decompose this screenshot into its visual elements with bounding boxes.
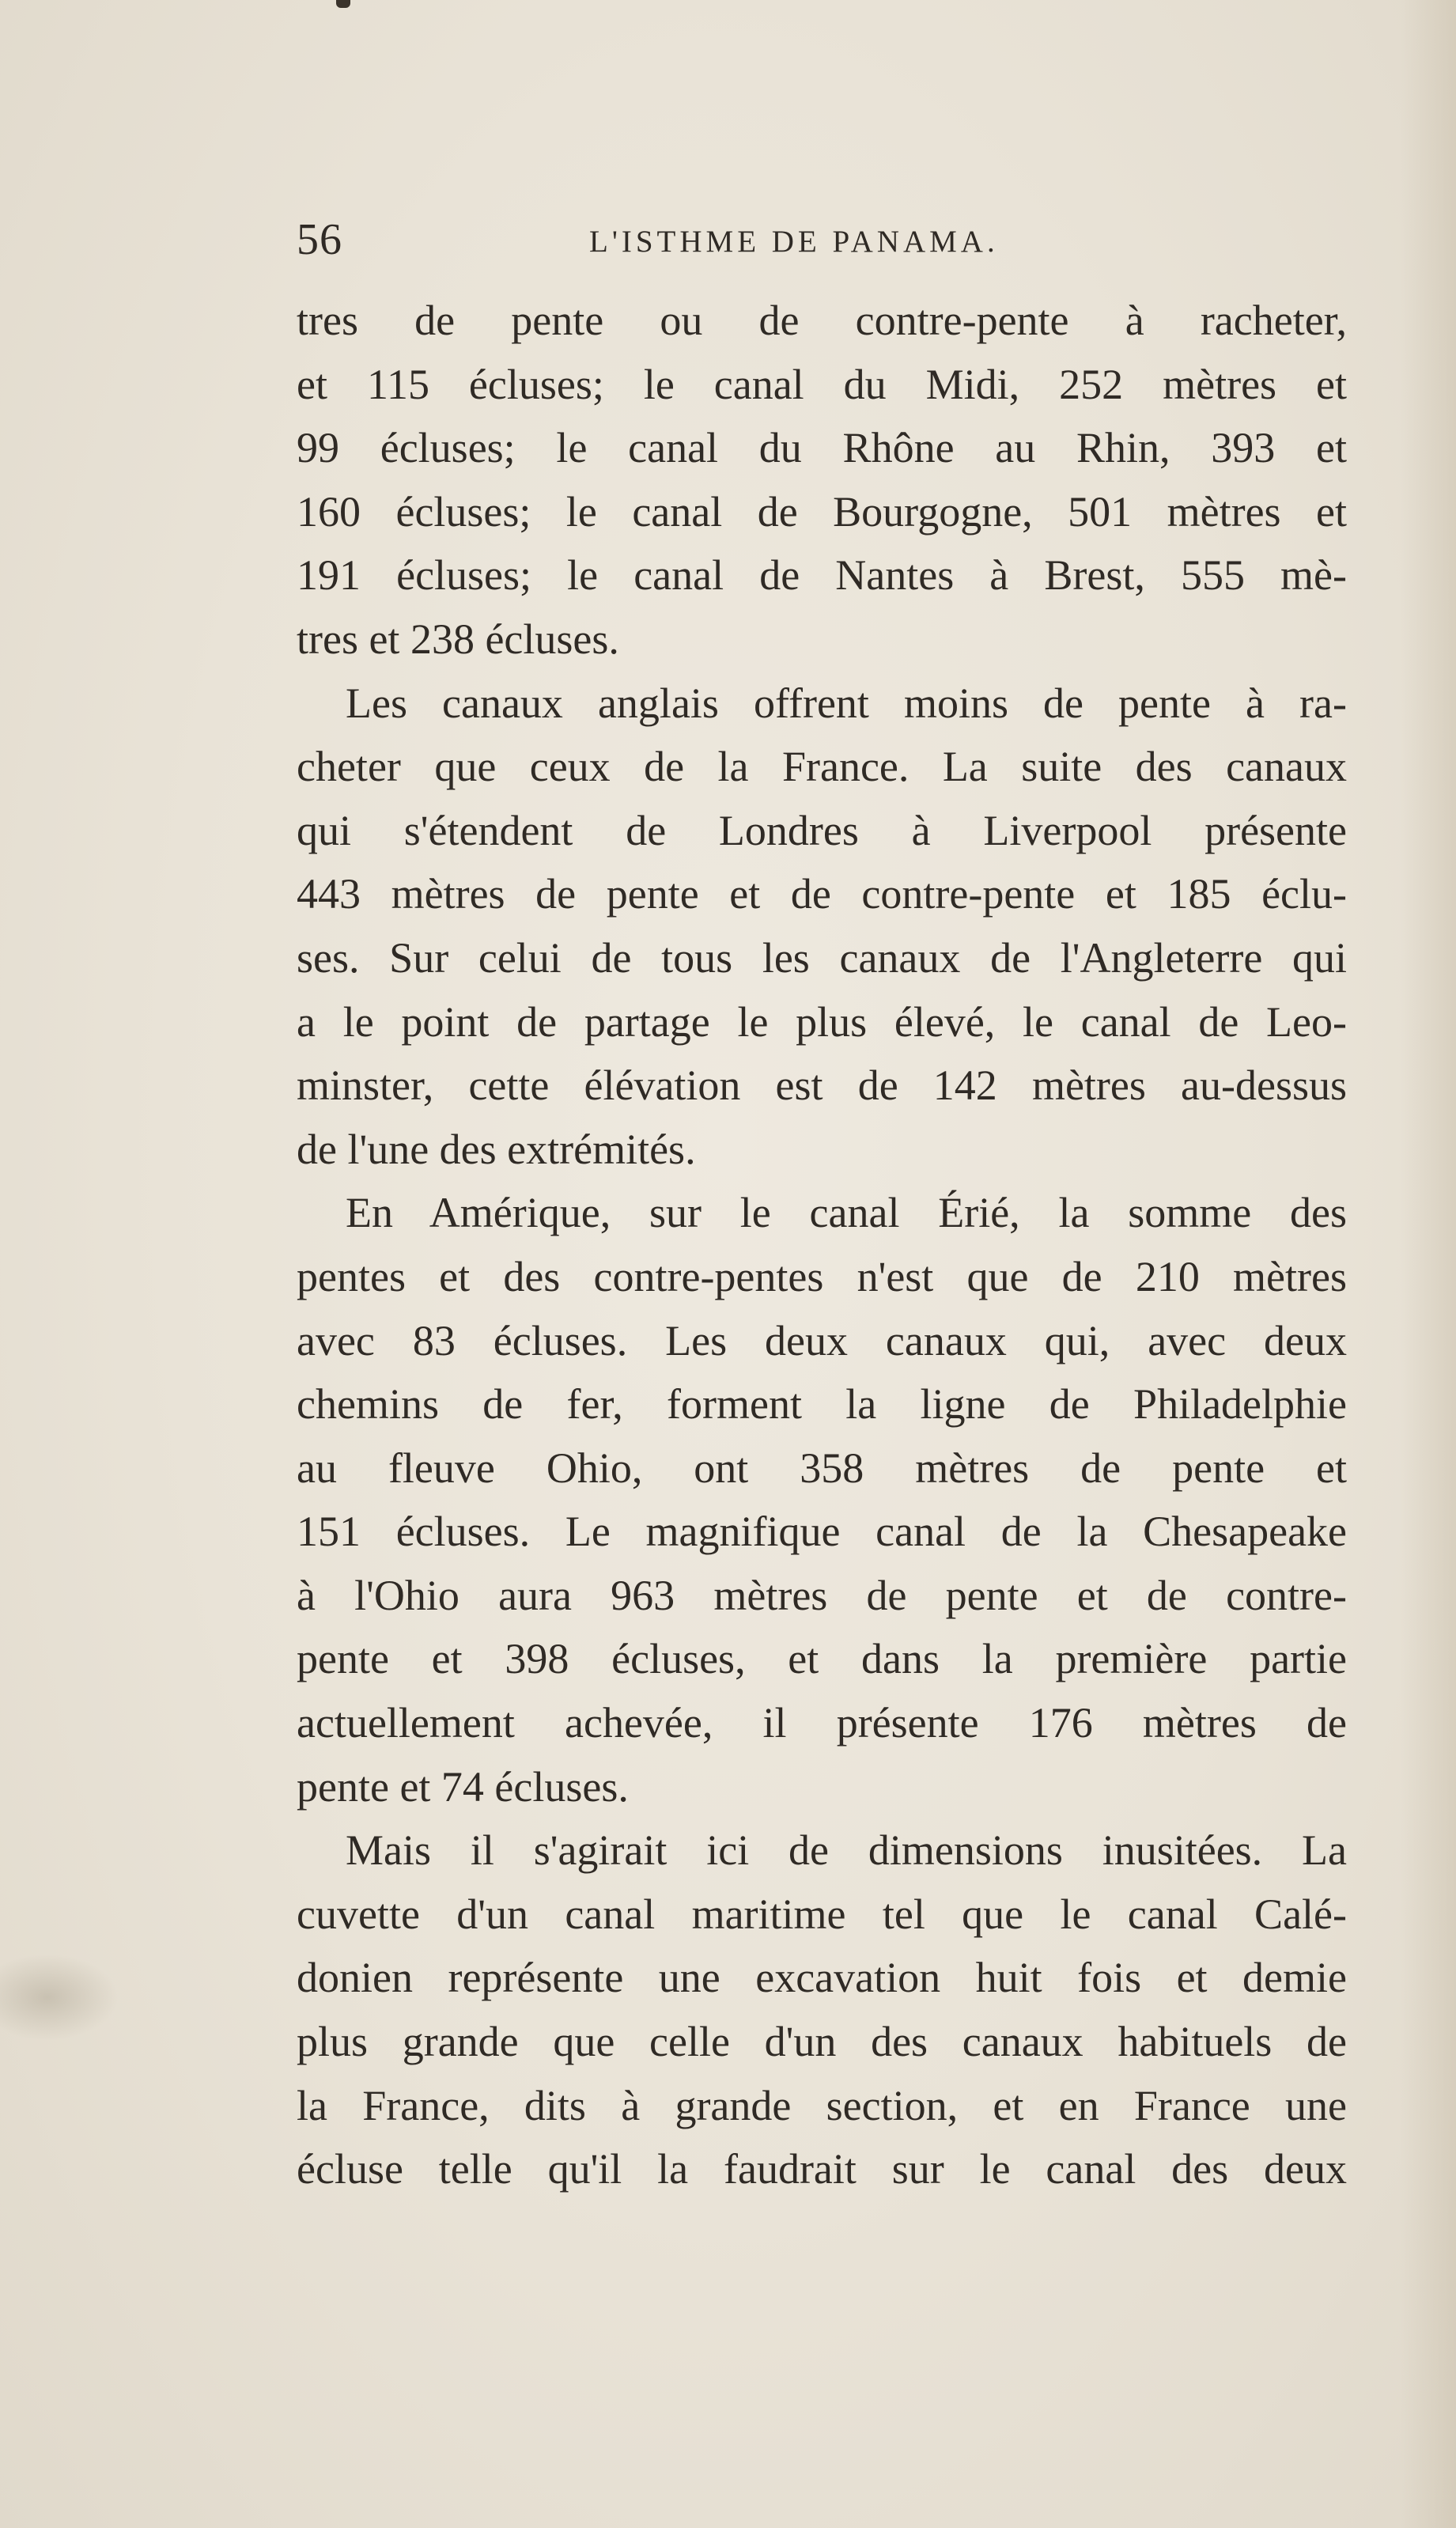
text-line: au fleuve Ohio, ont 358 mètres de pente et: [297, 1444, 1347, 1492]
text-line: En Amérique, sur le canal Érié, la somme des: [346, 1189, 1347, 1237]
text-line: Les canaux anglais offrent moins de pente à ra-: [346, 679, 1347, 727]
text-line: Mais il s'agirait ici de dimensions inusitées. La: [346, 1826, 1347, 1875]
text-line: actuellement achevée, il présente 176 mètres de: [297, 1699, 1347, 1747]
text-line: 191 écluses; le canal de Nantes à Brest, 555 mè-: [297, 551, 1347, 600]
text-line: 160 écluses; le canal de Bourgogne, 501 mètres et: [297, 487, 1347, 535]
text-line: tres et 238 écluses.: [297, 615, 619, 663]
text-line: à l'Ohio aura 963 mètres de pente et de contre-: [297, 1571, 1347, 1619]
text-line: pente et 398 écluses, et dans la première partie: [297, 1635, 1347, 1683]
page-number: 56: [297, 215, 342, 264]
text-line: de l'une des extrémités.: [297, 1125, 696, 1173]
text-line: 99 écluses; le canal du Rhône au Rhin, 393 et: [297, 424, 1347, 472]
body-text: [297, 289, 1347, 2201]
text-line: la France, dits à grande section, et en France une: [297, 2081, 1347, 2129]
text-line: ses. Sur celui de tous les canaux de l'Angleterre qui: [297, 933, 1347, 982]
text-line: cheter que ceux de la France. La suite des canaux: [297, 743, 1347, 791]
text-line: tres de pente ou de contre-pente à racheter,: [297, 297, 1347, 344]
text-line: pente et 74 écluses.: [297, 1762, 629, 1811]
text-line: pentes et des contre-pentes n'est que de 210 mètres: [297, 1252, 1347, 1300]
text-line: cuvette d'un canal maritime tel que le canal Calé-: [297, 1890, 1347, 1938]
text-line: qui s'étendent de Londres à Liverpool présente: [297, 806, 1347, 854]
text-line: et 115 écluses; le canal du Midi, 252 mètres et: [297, 360, 1347, 408]
text-line: donien représente une excavation huit fois et demie: [297, 1954, 1347, 2002]
ink-mark: [336, 0, 350, 8]
text-line: plus grande que celle d'un des canaux habituels de: [297, 2018, 1347, 2066]
paper-stain: [0, 1954, 119, 2041]
text-line: chemins de fer, forment la ligne de Philadelphie: [297, 1380, 1347, 1429]
text-line: a le point de partage le plus élevé, le canal de Leo-: [297, 997, 1347, 1046]
page-edge-shadow: [1401, 0, 1456, 2528]
text-line: écluse telle qu'il la faudrait sur le canal des deux: [297, 2145, 1347, 2193]
text-line: 443 mètres de pente et de contre-pente et 185 éclu-: [297, 870, 1347, 918]
running-head: [297, 212, 1348, 267]
text-line: minster, cette élévation est de 142 mètres au-dessus: [297, 1062, 1347, 1110]
text-line: 151 écluses. Le magnifique canal de la Chesapeake: [297, 1508, 1347, 1556]
running-title: L'ISTHME DE PANAMA.: [589, 225, 999, 259]
text-line: avec 83 écluses. Les deux canaux qui, avec deux: [297, 1316, 1347, 1364]
